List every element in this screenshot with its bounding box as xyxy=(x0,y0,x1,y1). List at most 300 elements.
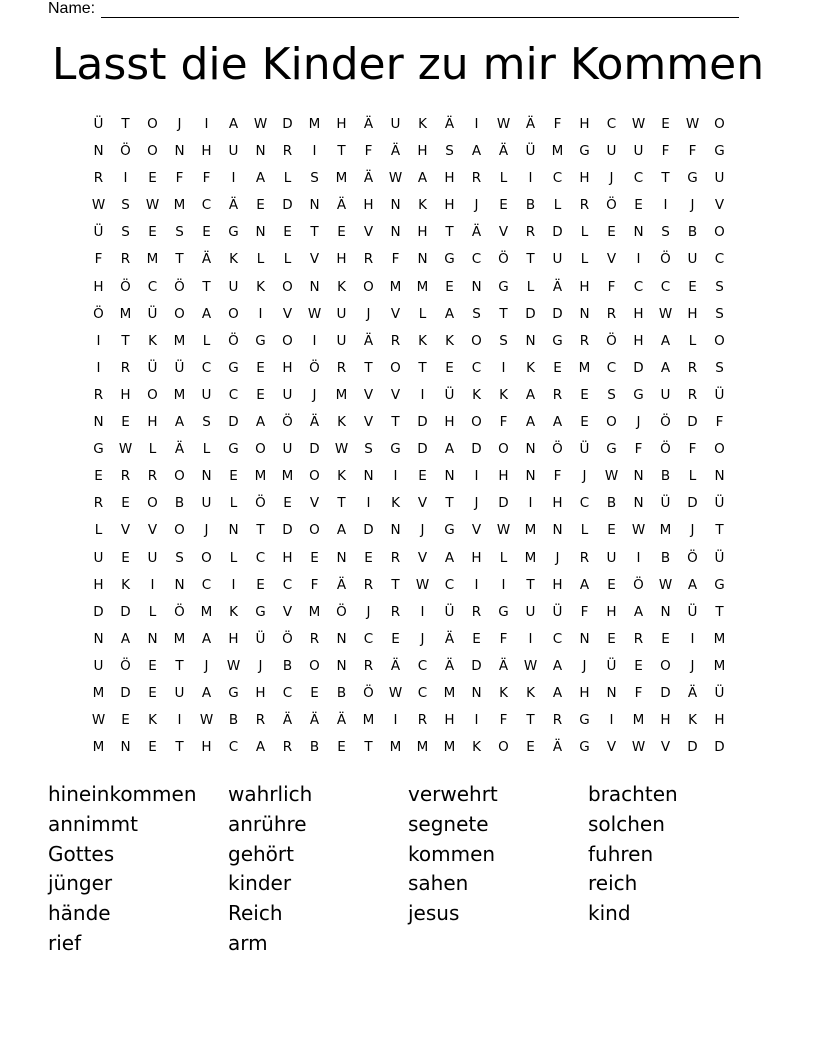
grid-letter: V xyxy=(390,386,401,403)
grid-letter: O xyxy=(282,278,293,295)
grid-letter: I xyxy=(366,495,371,512)
grid-letter: M xyxy=(416,278,429,295)
grid-letter: D xyxy=(120,684,131,701)
grid-letter: T xyxy=(121,332,130,349)
grid-letter: E xyxy=(256,197,265,214)
grid-letter: G xyxy=(552,332,563,349)
grid-letter: H xyxy=(552,495,563,512)
grid-letter: T xyxy=(364,359,373,376)
grid-letter: E xyxy=(202,224,211,241)
grid-letter: Ö xyxy=(552,441,563,458)
grid-letter: R xyxy=(255,712,266,729)
grid-letter: G xyxy=(228,224,239,241)
grid-letter: T xyxy=(175,657,184,674)
grid-letter: V xyxy=(282,305,293,322)
grid-letter: Ö xyxy=(660,414,671,431)
grid-letter: I xyxy=(528,170,533,187)
grid-letter: R xyxy=(687,386,698,403)
grid-letter: M xyxy=(416,739,429,756)
grid-letter: N xyxy=(471,684,482,701)
grid-row xyxy=(85,680,733,707)
grid-letter: F xyxy=(688,143,697,160)
grid-letter: U xyxy=(201,495,212,512)
grid-letter: N xyxy=(579,630,590,647)
grid-letter: F xyxy=(499,630,508,647)
grid-letter: E xyxy=(121,414,130,431)
grid-letter: Ö xyxy=(174,603,185,620)
grid-letter: R xyxy=(93,495,104,512)
grid-letter: N xyxy=(228,522,239,539)
grid-letter: C xyxy=(471,251,482,268)
grid-letter: H xyxy=(579,684,590,701)
grid-letter: H xyxy=(201,143,212,160)
grid-letter: H xyxy=(444,414,455,431)
grid-letter: C xyxy=(147,278,158,295)
grid-letter: G xyxy=(255,332,266,349)
grid-letter: J xyxy=(204,657,209,674)
grid-letter: T xyxy=(526,576,535,593)
grid-letter: T xyxy=(445,224,454,241)
grid-letter: A xyxy=(633,603,644,620)
grid-letter: A xyxy=(552,414,563,431)
grid-letter: E xyxy=(148,684,157,701)
grid-letter: W xyxy=(685,116,700,132)
grid-letter: W xyxy=(496,116,511,132)
grid-letter: R xyxy=(390,603,401,620)
grid-letter: Ä xyxy=(336,576,347,593)
grid-letter: N xyxy=(525,441,536,458)
grid-letter: D xyxy=(687,414,698,431)
grid-letter: Ü xyxy=(579,441,590,458)
grid-letter: V xyxy=(363,386,374,403)
grid-letter: Ü xyxy=(444,603,455,620)
grid-letter: B xyxy=(336,684,347,701)
grid-letter: N xyxy=(714,468,725,485)
grid-letter: D xyxy=(552,305,563,322)
grid-letter: B xyxy=(282,657,293,674)
grid-letter: T xyxy=(661,170,670,187)
grid-letter: S xyxy=(715,278,724,295)
grid-letter: C xyxy=(201,576,212,593)
grid-letter: E xyxy=(580,414,589,431)
grid-row xyxy=(85,409,733,436)
grid-letter: K xyxy=(526,359,535,376)
grid-letter: G xyxy=(579,739,590,756)
grid-letter: A xyxy=(525,386,536,403)
grid-letter: O xyxy=(660,657,671,674)
grid-letter: J xyxy=(204,522,209,539)
grid-letter: D xyxy=(228,414,239,431)
grid-letter: S xyxy=(175,549,184,566)
grid-letter: Ö xyxy=(687,549,698,566)
grid-letter: U xyxy=(336,332,347,349)
grid-letter: N xyxy=(336,657,347,674)
grid-letter: C xyxy=(282,684,293,701)
grid-letter: N xyxy=(417,251,428,268)
grid-letter: Ö xyxy=(633,576,644,593)
grid-letter: K xyxy=(472,739,481,756)
grid-letter: R xyxy=(309,630,320,647)
grid-letter: V xyxy=(309,251,320,268)
grid-letter: W xyxy=(658,576,673,593)
grid-row xyxy=(85,274,733,301)
grid-letter: J xyxy=(609,170,614,187)
grid-letter: I xyxy=(420,386,425,403)
grid-letter: I xyxy=(96,332,101,349)
grid-letter: J xyxy=(258,657,263,674)
grid-letter: R xyxy=(525,224,536,241)
grid-letter: E xyxy=(580,386,589,403)
grid-letter: A xyxy=(579,576,590,593)
grid-letter: W xyxy=(91,712,106,729)
grid-letter: D xyxy=(471,441,482,458)
grid-letter: T xyxy=(175,251,184,268)
grid-letter: W xyxy=(631,116,646,132)
grid-letter: E xyxy=(121,495,130,512)
grid-letter: Ö xyxy=(336,603,347,620)
grid-letter: H xyxy=(201,739,212,756)
grid-letter: T xyxy=(337,143,346,160)
grid-letter: I xyxy=(474,712,479,729)
grid-letter: E xyxy=(607,224,616,241)
grid-letter: Ä xyxy=(336,712,347,729)
grid-letter: L xyxy=(418,305,427,322)
grid-letter: E xyxy=(418,468,427,485)
grid-letter: I xyxy=(258,305,263,322)
grid-letter: T xyxy=(202,278,211,295)
grid-letter: N xyxy=(255,224,266,241)
grid-letter: S xyxy=(499,332,508,349)
grid-letter: N xyxy=(390,522,401,539)
grid-letter: E xyxy=(688,278,697,295)
grid-letter: O xyxy=(174,522,185,539)
grid-letter: H xyxy=(498,468,509,485)
grid-letter: U xyxy=(282,441,293,458)
grid-row xyxy=(85,436,733,463)
grid-letter: O xyxy=(309,522,320,539)
grid-letter: T xyxy=(715,603,724,620)
grid-letter: N xyxy=(147,630,158,647)
grid-letter: O xyxy=(471,414,482,431)
grid-letter: E xyxy=(310,549,319,566)
grid-letter: R xyxy=(363,576,374,593)
grid-letter: W xyxy=(523,657,538,674)
grid-letter: Ü xyxy=(714,495,725,512)
grid-letter: K xyxy=(418,116,427,132)
grid-letter: U xyxy=(525,603,536,620)
grid-letter: E xyxy=(607,630,616,647)
grid-letter: Ö xyxy=(282,630,293,647)
grid-letter: H xyxy=(228,630,239,647)
grid-letter: S xyxy=(121,224,130,241)
grid-letter: J xyxy=(555,549,560,566)
grid-letter: V xyxy=(660,739,671,756)
grid-letter: Ö xyxy=(309,359,320,376)
grid-letter: A xyxy=(174,414,185,431)
name-label: Name: xyxy=(48,0,96,17)
grid-letter: C xyxy=(471,359,482,376)
grid-letter: T xyxy=(445,495,454,512)
grid-letter: M xyxy=(524,549,537,566)
grid-row xyxy=(85,653,733,680)
grid-letter: I xyxy=(420,603,425,620)
grid-letter: C xyxy=(228,386,239,403)
grid-letter: R xyxy=(417,712,428,729)
grid-letter: H xyxy=(282,359,293,376)
grid-letter: T xyxy=(121,116,130,132)
grid-letter: C xyxy=(552,630,563,647)
grid-letter: C xyxy=(660,278,671,295)
grid-letter: C xyxy=(282,576,293,593)
word-list-item: hineinkommen xyxy=(48,782,197,806)
grid-letter: N xyxy=(363,468,374,485)
word-list-item: kind xyxy=(588,901,631,926)
grid-letter: N xyxy=(309,278,320,295)
grid-letter: K xyxy=(256,278,265,295)
grid-letter: S xyxy=(202,414,211,431)
grid-letter: J xyxy=(474,197,479,214)
grid-letter: R xyxy=(282,143,293,160)
grid-letter: Ü xyxy=(660,495,671,512)
grid-letter: N xyxy=(93,414,104,431)
grid-letter: J xyxy=(582,657,587,674)
word-list-item: kommen xyxy=(408,841,496,866)
grid-row xyxy=(85,626,733,653)
grid-letter: G xyxy=(444,251,455,268)
grid-letter: R xyxy=(687,359,698,376)
grid-letter: G xyxy=(633,386,644,403)
grid-letter: M xyxy=(173,630,186,647)
grid-letter: L xyxy=(688,468,697,485)
grid-letter: M xyxy=(578,359,591,376)
grid-letter: U xyxy=(147,549,158,566)
grid-letter: I xyxy=(636,251,641,268)
grid-letter: E xyxy=(148,224,157,241)
grid-letter: A xyxy=(444,441,455,458)
name-field xyxy=(48,0,739,18)
grid-letter: T xyxy=(391,576,400,593)
grid-letter: T xyxy=(715,522,724,539)
grid-letter: U xyxy=(201,386,212,403)
grid-letter: E xyxy=(121,549,130,566)
grid-letter: G xyxy=(498,278,509,295)
grid-letter: T xyxy=(175,739,184,756)
grid-letter: S xyxy=(445,143,454,160)
grid-letter: T xyxy=(526,251,535,268)
grid-letter: I xyxy=(609,712,614,729)
grid-letter: C xyxy=(363,630,374,647)
grid-letter: N xyxy=(633,495,644,512)
grid-letter: T xyxy=(499,305,508,322)
word-list-item: sahen xyxy=(408,871,469,896)
grid-letter: A xyxy=(255,170,266,187)
grid-letter: O xyxy=(714,441,725,458)
grid-letter: O xyxy=(714,116,725,132)
grid-letter: H xyxy=(444,170,455,187)
grid-letter: K xyxy=(472,386,481,403)
grid-letter: J xyxy=(312,386,317,403)
grid-letter: O xyxy=(714,224,725,241)
grid-letter: O xyxy=(147,116,158,132)
grid-letter: G xyxy=(390,441,401,458)
grid-letter: R xyxy=(552,712,563,729)
grid-letter: E xyxy=(661,116,670,132)
name-line[interactable] xyxy=(101,2,739,18)
grid-letter: O xyxy=(363,278,374,295)
grid-letter: G xyxy=(714,576,725,593)
grid-letter: F xyxy=(634,441,643,458)
grid-letter: L xyxy=(553,197,562,214)
grid-letter: V xyxy=(606,251,617,268)
grid-letter: N xyxy=(93,630,104,647)
grid-letter: D xyxy=(687,739,698,756)
word-list-item: jesus xyxy=(408,901,460,926)
grid-letter: M xyxy=(92,739,105,756)
grid-letter: A xyxy=(201,630,212,647)
grid-letter: O xyxy=(147,386,158,403)
grid-row xyxy=(85,707,733,734)
grid-letter: W xyxy=(199,712,214,729)
grid-letter: A xyxy=(687,576,698,593)
grid-letter: G xyxy=(444,522,455,539)
grid-letter: I xyxy=(501,359,506,376)
grid-letter: J xyxy=(636,414,641,431)
grid-letter: Ü xyxy=(714,684,725,701)
grid-letter: O xyxy=(201,549,212,566)
grid-letter: O xyxy=(147,143,158,160)
grid-letter: H xyxy=(714,712,725,729)
grid-letter: A xyxy=(525,414,536,431)
grid-letter: H xyxy=(363,197,374,214)
word-list-item: kinder xyxy=(228,871,292,896)
grid-letter: M xyxy=(389,739,402,756)
grid-letter: Ä xyxy=(444,116,455,132)
grid-letter: L xyxy=(499,549,508,566)
grid-letter: T xyxy=(526,712,535,729)
grid-letter: Ä xyxy=(363,116,374,132)
grid-letter: Ö xyxy=(363,684,374,701)
grid-letter: N xyxy=(255,143,266,160)
grid-letter: T xyxy=(337,495,346,512)
grid-letter: N xyxy=(336,549,347,566)
grid-letter: E xyxy=(607,576,616,593)
grid-letter: Ä xyxy=(390,657,401,674)
grid-letter: R xyxy=(552,386,563,403)
grid-letter: O xyxy=(255,441,266,458)
grid-row xyxy=(85,734,733,761)
letter-grid xyxy=(85,111,733,761)
grid-letter: H xyxy=(444,197,455,214)
grid-letter: L xyxy=(580,224,589,241)
grid-letter: S xyxy=(715,305,724,322)
grid-letter: I xyxy=(474,576,479,593)
grid-letter: R xyxy=(579,197,590,214)
grid-letter: R xyxy=(120,359,131,376)
grid-letter: N xyxy=(471,278,482,295)
grid-letter: W xyxy=(631,739,646,756)
grid-letter: N xyxy=(525,468,536,485)
grid-letter: O xyxy=(498,441,509,458)
grid-letter: A xyxy=(660,332,671,349)
grid-letter: M xyxy=(632,712,645,729)
grid-letter: Ü xyxy=(93,116,104,132)
grid-letter: V xyxy=(417,549,428,566)
grid-letter: V xyxy=(390,305,401,322)
grid-letter: T xyxy=(364,739,373,756)
grid-letter: J xyxy=(420,630,425,647)
grid-letter: T xyxy=(310,224,319,241)
grid-letter: L xyxy=(148,603,157,620)
grid-letter: C xyxy=(201,359,212,376)
grid-letter: W xyxy=(496,522,511,539)
grid-letter: S xyxy=(310,170,319,187)
grid-letter: O xyxy=(390,359,401,376)
grid-letter: U xyxy=(714,170,725,187)
grid-row xyxy=(85,138,733,165)
grid-letter: L xyxy=(580,251,589,268)
grid-letter: Ü xyxy=(552,603,563,620)
grid-letter: T xyxy=(256,522,265,539)
grid-letter: R xyxy=(336,359,347,376)
grid-letter: F xyxy=(499,414,508,431)
grid-letter: B xyxy=(228,712,239,729)
grid-letter: O xyxy=(471,332,482,349)
grid-letter: I xyxy=(231,576,236,593)
grid-letter: Ä xyxy=(309,414,320,431)
grid-letter: H xyxy=(336,251,347,268)
grid-letter: G xyxy=(579,712,590,729)
grid-letter: O xyxy=(282,332,293,349)
grid-letter: I xyxy=(96,359,101,376)
grid-letter: O xyxy=(606,414,617,431)
grid-letter: J xyxy=(420,522,425,539)
grid-letter: W xyxy=(334,441,349,458)
grid-letter: Ä xyxy=(363,170,374,187)
grid-letter: C xyxy=(714,251,725,268)
grid-letter: N xyxy=(660,603,671,620)
word-list-item: wahrlich xyxy=(228,782,313,806)
grid-letter: N xyxy=(390,224,401,241)
grid-letter: G xyxy=(93,441,104,458)
grid-letter: F xyxy=(310,576,319,593)
grid-letter: F xyxy=(553,468,562,485)
grid-letter: U xyxy=(633,143,644,160)
grid-letter: H xyxy=(336,116,347,132)
grid-letter: U xyxy=(606,549,617,566)
grid-letter: E xyxy=(634,657,643,674)
grid-letter: E xyxy=(229,468,238,485)
grid-letter: A xyxy=(552,657,563,674)
grid-letter: R xyxy=(363,657,374,674)
grid-letter: Ü xyxy=(714,386,725,403)
grid-letter: N xyxy=(390,197,401,214)
grid-letter: Ö xyxy=(255,495,266,512)
grid-letter: N xyxy=(633,468,644,485)
grid-letter: D xyxy=(471,657,482,674)
grid-letter: J xyxy=(582,468,587,485)
grid-letter: K xyxy=(499,684,508,701)
grid-letter: I xyxy=(393,712,398,729)
grid-letter: J xyxy=(474,495,479,512)
grid-letter: M xyxy=(173,197,186,214)
grid-letter: H xyxy=(282,549,293,566)
grid-row xyxy=(85,545,733,572)
word-list-item: fuhren xyxy=(588,841,654,866)
grid-letter: L xyxy=(283,170,292,187)
grid-letter: K xyxy=(337,468,346,485)
grid-letter: N xyxy=(579,305,590,322)
grid-letter: M xyxy=(713,630,726,647)
